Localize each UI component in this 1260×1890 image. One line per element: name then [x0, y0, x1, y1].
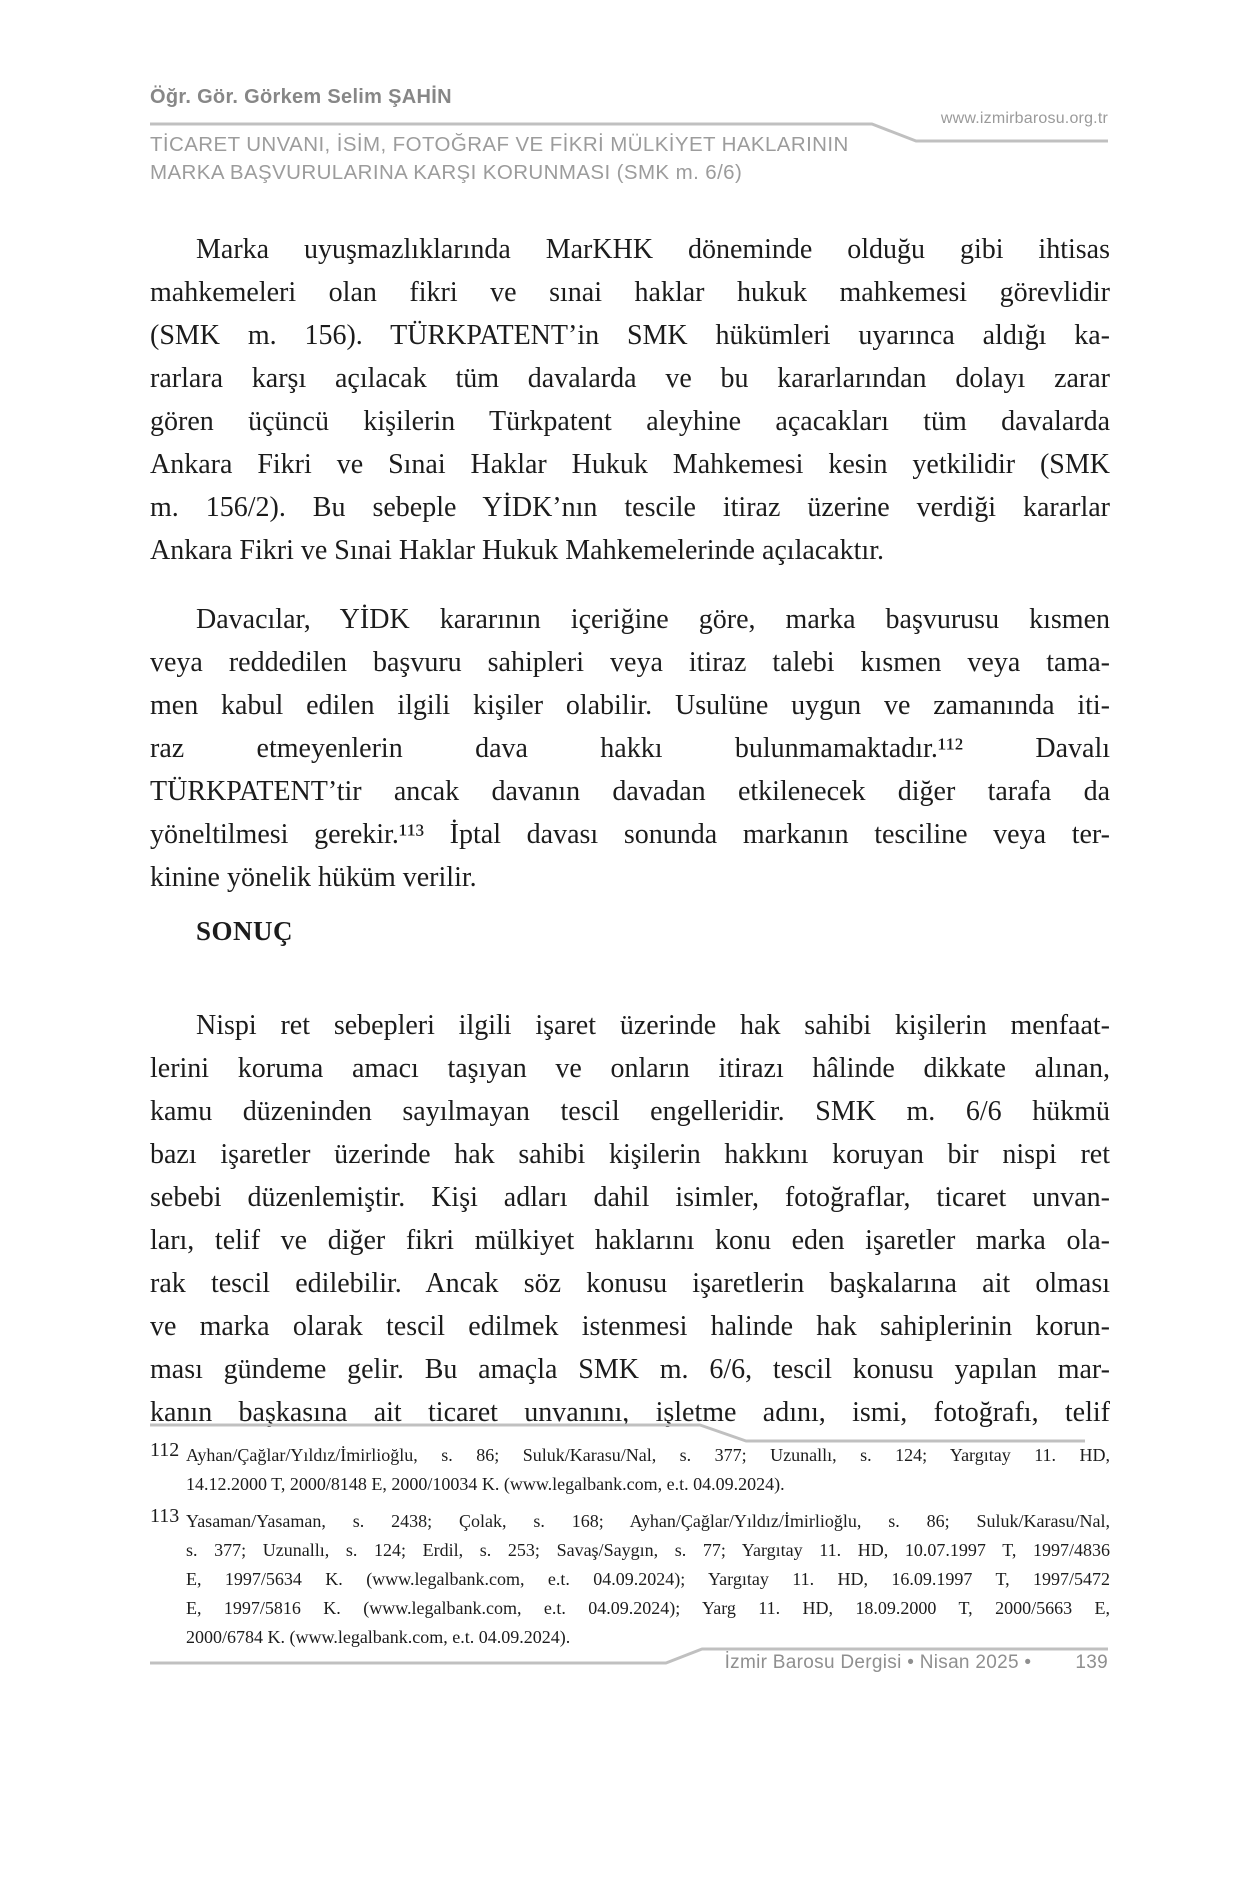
- text-line: sebebi düzenlemiştir. Kişi adları dahil isimler, fotoğraflar, ticaret unvan-: [150, 1182, 1110, 1213]
- text-line: ları, telif ve diğer fikri mülkiyet haklarını konu eden işaretler marka ola-: [150, 1225, 1110, 1256]
- article-title-line2: MARKA BAŞVURULARINA KARŞI KORUNMASI (SMK m. 6/6): [150, 161, 743, 184]
- text-line: TÜRKPATENT’tir ancak davanın davadan etkilenecek diğer tarafa da: [150, 776, 1110, 807]
- text-line: yöneltilmesi gerekir.¹¹³ İptal davası sonunda markanın tesciline veya ter-: [150, 819, 1110, 850]
- text-line: rarlara karşı açılacak tüm davalarda ve bu kararlarından dolayı zarar: [150, 363, 1110, 394]
- text-line: men kabul edilen ilgili kişiler olabilir. Usulüne uygun ve zamanında iti-: [150, 690, 1110, 721]
- text-line: kanın başkasına ait ticaret unvanını, işletme adını, ismi, fotoğrafı, telif: [150, 1397, 1110, 1428]
- footnote-number: 112: [150, 1439, 180, 1461]
- article-title-line1: TİCARET UNVANI, İSİM, FOTOĞRAF VE FİKRİ MÜLKİYET HAKLARININ: [150, 133, 849, 156]
- text-line: ve marka olarak tescil edilmek istenmesi halinde hak sahiplerinin korun-: [150, 1311, 1110, 1342]
- footnote-112: [150, 1441, 1110, 1499]
- text-line: 2000/6784 K. (www.legalbank.com, e.t. 04.09.2024).: [186, 1627, 571, 1647]
- footnote-113: [150, 1507, 1110, 1652]
- footnote-number: 113: [150, 1505, 180, 1527]
- text-line: bazı işaretler üzerinde hak sahibi kişilerin hakkını koruyan bir nispi ret: [150, 1139, 1110, 1170]
- paragraph-conclusion: [150, 1004, 1110, 1434]
- paragraph-jurisdiction: [150, 228, 1110, 572]
- text-line: E, 1997/5816 K. (www.legalbank.com, e.t. 04.09.2024); Yarg 11. HD, 18.09.2000 T, 2000/5663 E,: [186, 1598, 1110, 1618]
- text-line: Ankara Fikri ve Sınai Haklar Hukuk Mahkemelerinde açılacaktır.: [150, 535, 884, 566]
- paragraph-plaintiffs: [150, 598, 1110, 899]
- text-line: Davacılar, YİDK kararının içeriğine göre, marka başvurusu kısmen: [196, 604, 1110, 635]
- author-name: Öğr. Gör. Görkem Selim ŞAHİN: [150, 86, 452, 108]
- text-line: 14.12.2000 T, 2000/8148 E, 2000/10034 K. (www.legalbank.com, e.t. 04.09.2024).: [186, 1474, 785, 1494]
- text-line: Marka uyuşmazlıklarında MarKHK döneminde olduğu gibi ihtisas: [196, 234, 1110, 265]
- text-line: raz etmeyenlerin dava hakkı bulunmamaktadır.¹¹² Davalı: [150, 733, 1110, 764]
- text-line: kinine yönelik hüküm verilir.: [150, 862, 477, 893]
- journal-issue-label: İzmir Barosu Dergisi • Nisan 2025 •: [724, 1652, 1032, 1673]
- text-line: mahkemeleri olan fikri ve sınai haklar hukuk mahkemesi görevlidir: [150, 277, 1110, 308]
- article-title: [150, 131, 970, 187]
- text-line: Nispi ret sebepleri ilgili işaret üzerinde hak sahibi kişilerin menfaat-: [196, 1010, 1110, 1041]
- text-line: (SMK m. 156). TÜRKPATENT’in SMK hükümleri uyarınca aldığı ka-: [150, 320, 1110, 351]
- text-line: m. 156/2). Bu sebeple YİDK’nın tescile itiraz üzerine verdiği kararlar: [150, 492, 1110, 523]
- text-line: Yasaman/Yasaman, s. 2438; Çolak, s. 168; Ayhan/Çağlar/Yıldız/İmirlioğlu, s. 86; Suluk/Karasu/Nal,: [186, 1511, 1110, 1531]
- text-line: Ankara Fikri ve Sınai Haklar Hukuk Mahkemesi kesin yetkilidir (SMK: [150, 449, 1110, 480]
- text-line: veya reddedilen başvuru sahipleri veya itiraz talebi kısmen veya tama-: [150, 647, 1110, 678]
- text-line: gören üçüncü kişilerin Türkpatent aleyhine açacakları tüm davalarda: [150, 406, 1110, 437]
- footer-text: [725, 1652, 1108, 1674]
- footnote-text: [186, 1441, 1110, 1499]
- text-line: ması gündeme gelir. Bu amaçla SMK m. 6/6, tescil konusu yapılan mar-: [150, 1354, 1110, 1385]
- journal-website-text: www.izmirbarosu.org.tr: [940, 110, 1108, 127]
- text-line: kamu düzeninden sayılmayan tescil engelleridir. SMK m. 6/6 hükmü: [150, 1096, 1110, 1127]
- page-number: 139: [1075, 1652, 1108, 1673]
- text-line: lerini koruma amacı taşıyan ve onların itirazı hâlinde dikkate alınan,: [150, 1053, 1110, 1084]
- text-line: rak tescil edilebilir. Ancak söz konusu işaretlerin başkalarına ait olması: [150, 1268, 1110, 1299]
- section-heading-sonuc: SONUÇ: [196, 916, 294, 946]
- text-line: Ayhan/Çağlar/Yıldız/İmirlioğlu, s. 86; Suluk/Karasu/Nal, s. 377; Uzunallı, s. 124; Yargıtay 11. HD,: [186, 1445, 1110, 1465]
- footnote-text: [186, 1507, 1110, 1652]
- text-line: E, 1997/5634 K. (www.legalbank.com, e.t. 04.09.2024); Yargıtay 11. HD, 16.09.1997 T, 1997/5472: [186, 1569, 1110, 1589]
- text-line: s. 377; Uzunallı, s. 124; Erdil, s. 253; Savaş/Saygın, s. 77; Yargıtay 11. HD, 10.07.1997 T, 1997/4836: [186, 1540, 1110, 1560]
